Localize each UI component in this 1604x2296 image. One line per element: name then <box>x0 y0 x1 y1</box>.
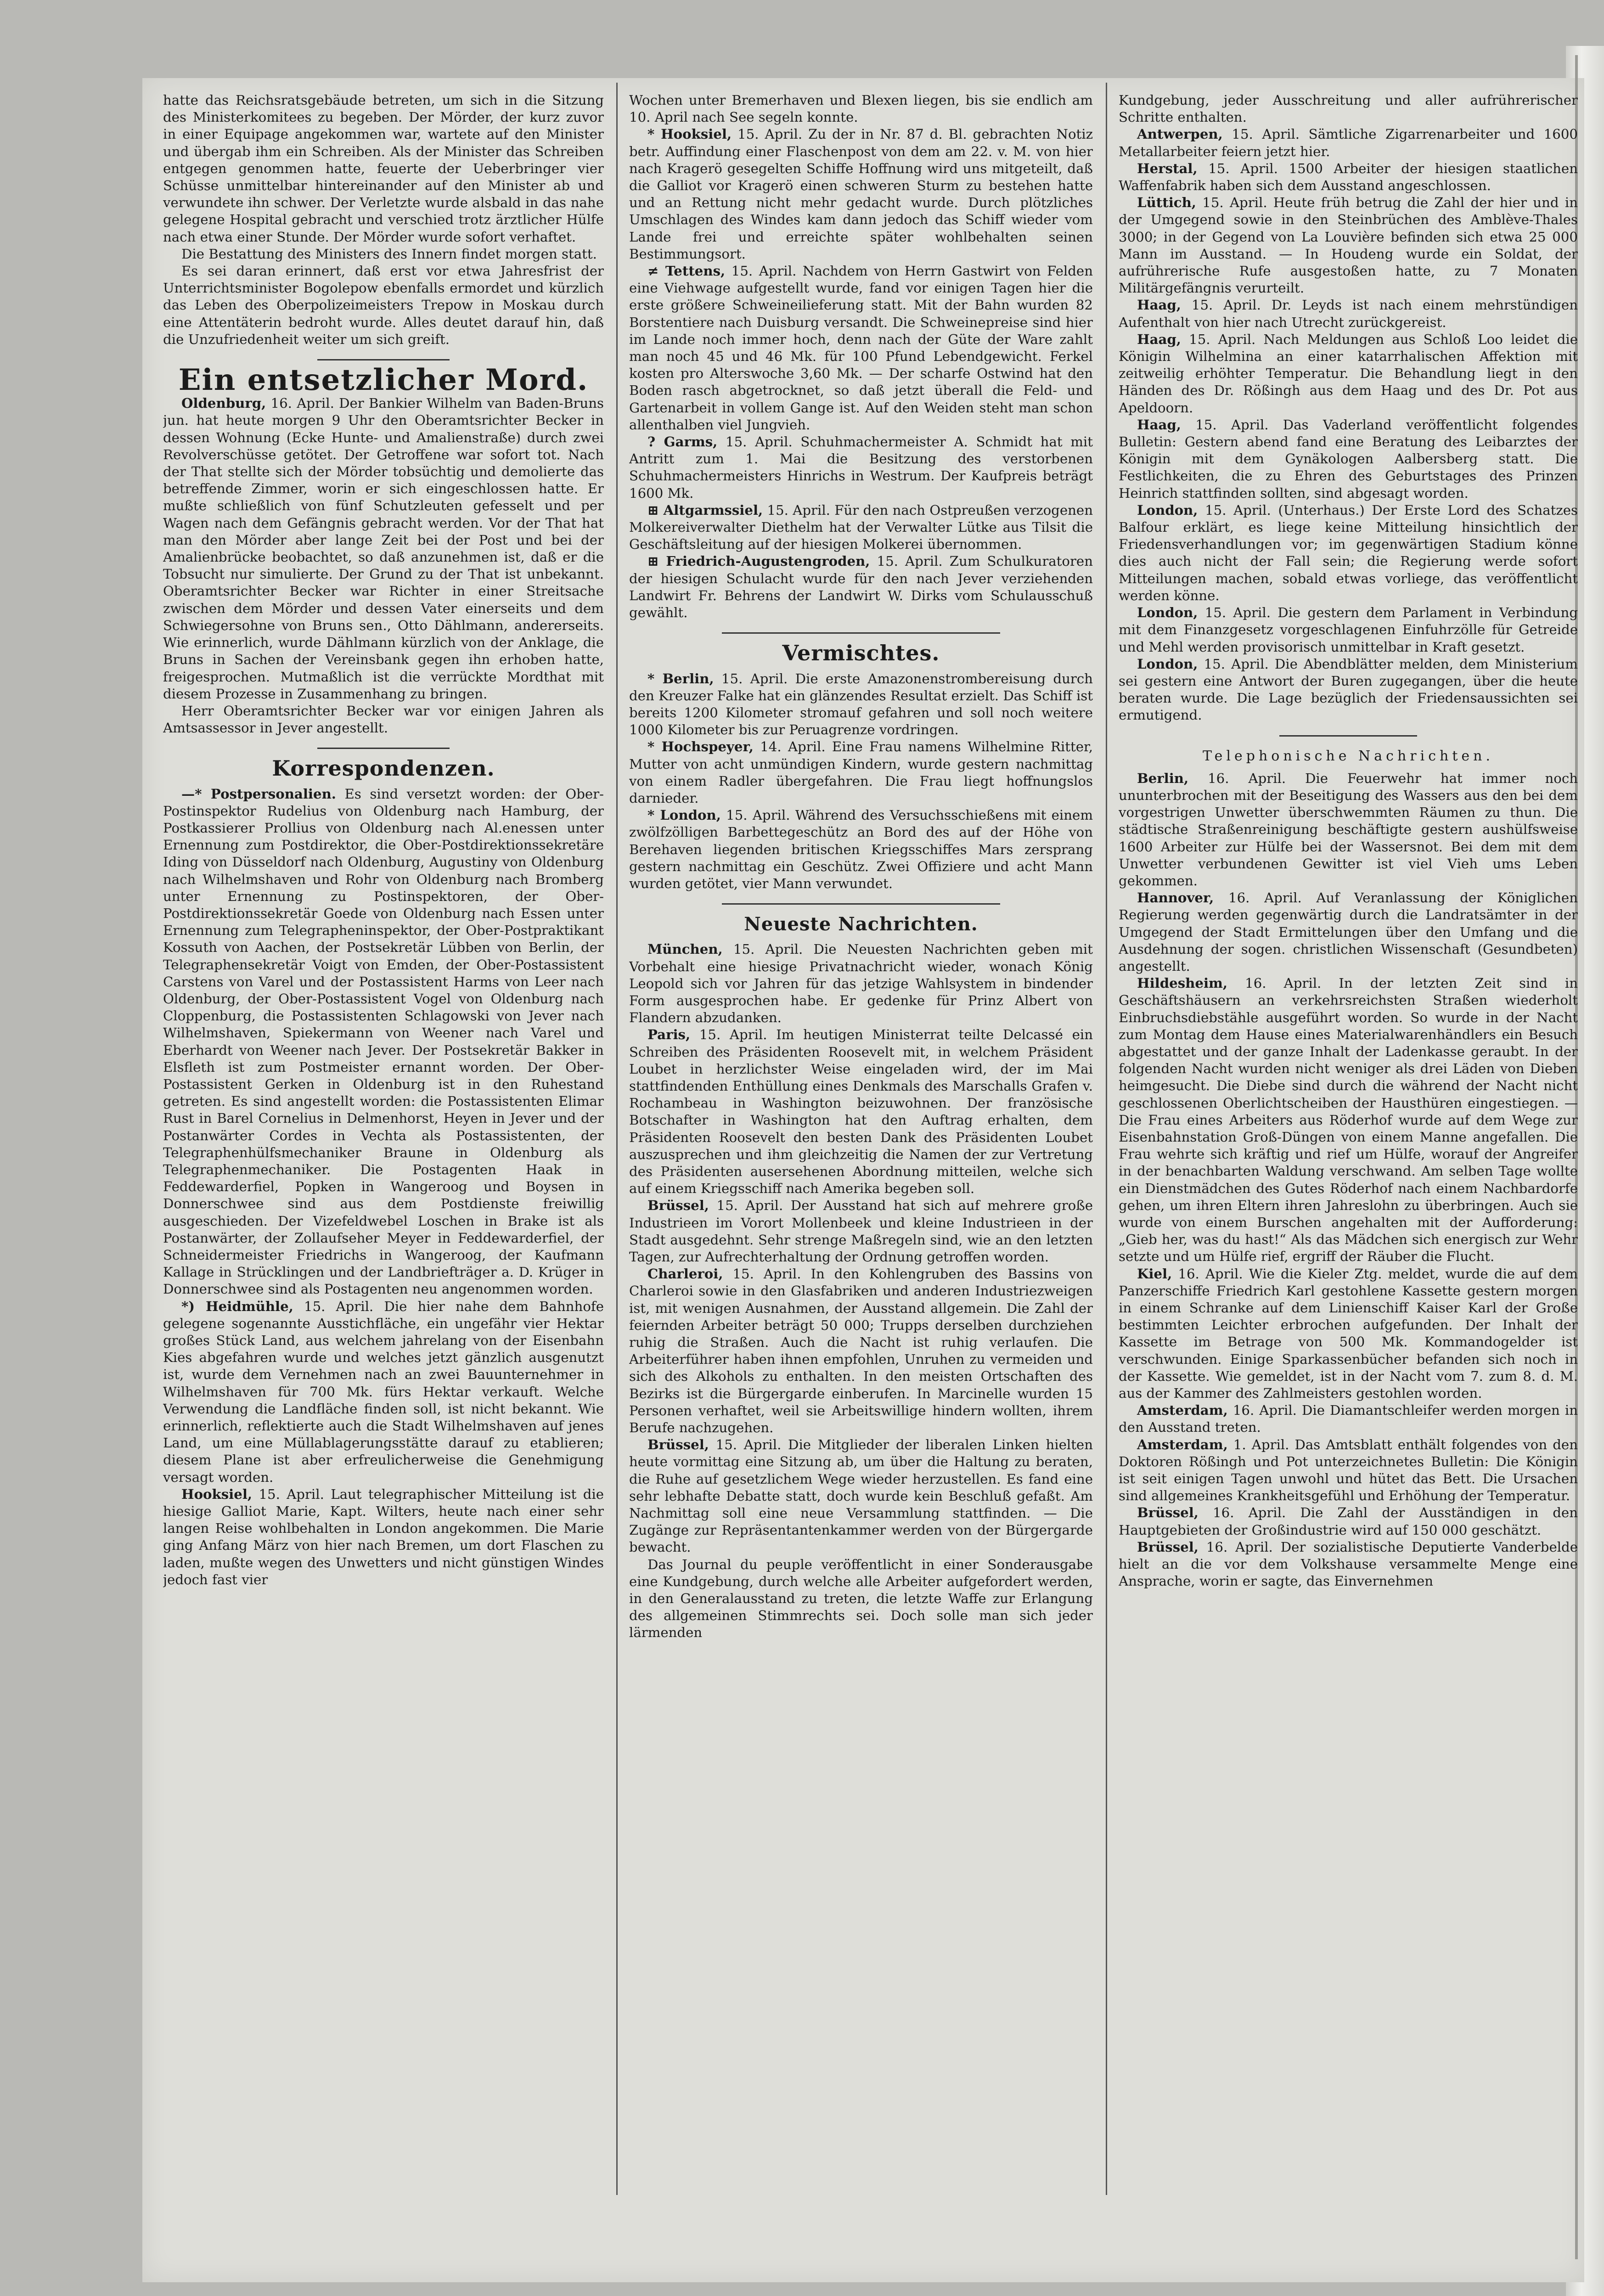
article-berlin <box>629 670 1093 739</box>
dateline: Brüssel, <box>647 1437 709 1453</box>
dateline: Amsterdam, <box>1137 1436 1228 1452</box>
article-text: 16. April. Der Bankier Wilhelm van Baden-Bruns jun. hat heute morgen 9 Uhr den Oberamtsrichter Becker in dessen Wohnung (Ecke Hunte- und Amalienstraße) durch zwei Revolverschüsse getötet. Der Getroffene war sofort tot. Nach der That stellte sich der Mörder tobsüchtig und demolierte das betreffende Zimmer, worin er sich eingeschlossen hatte. Er mußte schließlich von fünf Schutzleuten gefesselt und per Wagen nach dem Gefängnis gebracht werden. Vor der That hat man den Mörder aber lange Zeit bei der Post und bei der Amalienbrücke beobachtet, so daß anzunehmen ist, daß er die Tobsucht nur simulierte. Der Grund zu der That ist unbekannt. Oberamtsrichter Becker war Richter in einer Streitsache zwischen dem Mörder und dessen Vater einerseits und dem Schwiegersohne von Bruns sen., Otto Dählmann, andererseits. Wie erinnerlich, wurde Dählmann kürzlich von der Anklage, die Bruns in Sachen der Vereinsbank gegen ihn erhoben hatte, freigesprochen. Mutmaßlich ist die verrückte Mordthat mit diesem Prozesse in Zusammenhang zu bringen. <box>163 395 604 702</box>
dateline: München, <box>647 941 723 957</box>
article-text: 14. April. Eine Frau namens Wilhelmine Ritter, Mutter von acht unmündigen Kindern, wurde gestern nachmittag von einem Radler übergefahren. Die Frau liegt hoffnungslos darnieder. <box>629 739 1093 806</box>
article-hooksiel <box>163 1486 604 1588</box>
dateline: Antwerpen, <box>1137 126 1223 142</box>
dateline: Brüssel, <box>647 1198 709 1214</box>
column-rule <box>616 83 618 2195</box>
article-text: 16. April. Der sozialistische Deputierte Vanderbelde hielt an die vor dem Volkshause versammelte Menge eine Ansprache, worin er sagte, das Einvernehmen <box>1119 1539 1578 1589</box>
article-luettich <box>1119 194 1578 297</box>
divider <box>317 359 450 360</box>
article-kiel <box>1119 1266 1578 1402</box>
article-london-2 <box>1119 604 1578 656</box>
article-antwerpen <box>1119 126 1578 160</box>
article-text: 15. April. Die Mitglieder der liberalen Linken hielten heute vormittag eine Sitzung ab, um über die Haltung zu beraten, die Ruhe auf gesetzlichem Wege wieder herzustellen. Es fand eine sehr lebhafte Debatte statt, doch wurde kein Beschluß gefaßt. Am Nachmittag soll eine neue Versammlung stattfinden. — Die Zugänge zur Repräsentantenkammer werden von der Bürgergarde bewacht. <box>629 1437 1093 1555</box>
article-charleroi <box>629 1266 1093 1436</box>
dateline: Berlin, <box>1137 770 1189 786</box>
divider <box>722 903 1000 905</box>
article-text: 1. April. Das Amtsblatt enthält folgendes von den Doktoren Rößingh und Pot unterzeichnetes Bulletin: Die Königin ist seit einigen Tagen unwohl und hütet das Bett. Die Ursachen sind allgemeines Krankheitsgefühl und Erhöhung der Temperatur. <box>1119 1436 1578 1504</box>
paragraph: Es sei daran erinnert, daß erst vor etwa Jahresfrist der Unterrichtsminister Bogolepow ebenfalls ermordet und kürzlich das Leben des Oberpolizeimeisters Trepow in Moskau durch eine Attentäterin bedroht wurde. Alles deutet darauf hin, daß die Unzufriedenheit weiter um sich greift. <box>163 263 604 347</box>
dateline: London, <box>1137 605 1198 621</box>
dateline: * Berlin, <box>647 670 714 687</box>
dateline: ⊞ Altgarmssiel, <box>647 502 763 518</box>
article-bruessel <box>1119 1504 1578 1538</box>
dateline: ? Garms, <box>647 434 718 450</box>
article-text: 15. April. Für den nach Ostpreußen verzogenen Molkereiverwalter Diethelm hat der Verwalter Lütke aus Tilsit die Geschäftsleitung auf der hiesigen Molkerei übernommen. <box>629 502 1093 552</box>
article-garms <box>629 433 1093 502</box>
dateline: Lüttich, <box>1137 195 1196 211</box>
column-rule <box>1106 83 1107 2195</box>
heading-korrespondenzen: Korrespondenzen. <box>272 756 495 781</box>
dateline: ⊞ Friedrich-Augustengroden, <box>647 553 870 569</box>
divider <box>317 748 450 749</box>
dateline: London, <box>1137 656 1198 672</box>
heading-vermischtes: Vermischtes. <box>782 641 940 666</box>
article-post <box>163 786 604 1298</box>
paragraph: Das Journal du peuple veröffentlicht in einer Sonderausgabe eine Kundgebung, durch welche alle Arbeiter aufgefordert werden, in den Generalausstand zu treten, die letzte Waffe zur Erlangung des allgemeinen Stimmrechts sei. Doch solle man sich jeder lärmenden <box>629 1556 1093 1641</box>
article-text: 15. April. Dr. Leyds ist nach einem mehrstündigen Aufenthalt von hier nach Utrecht zurückgereist. <box>1119 297 1578 330</box>
dateline: Herstal, <box>1137 160 1198 176</box>
article-text: 16. April. Die Zahl der Ausständigen in den Hauptgebieten der Großindustrie wird auf 150 000 geschätzt. <box>1119 1505 1578 1538</box>
dateline: * Hochspeyer, <box>647 739 754 755</box>
article-text: 15. April. Die Abendblätter melden, dem Ministerium sei gestern eine Antwort der Buren zugegangen, über die heute beraten wurde. Die Lage bezüglich der Friedensaussichten sei ermutigend. <box>1119 656 1578 723</box>
dateline: * Hooksiel, <box>647 126 732 142</box>
article-text: 15. April. Zum Schulkuratoren der hiesigen Schulacht wurde für den nach Jever verziehenden Landwirt Fr. Behrens der Landwirt W. Dirks vom Schulausschuß gewählt. <box>629 553 1093 621</box>
article-paris <box>629 1026 1093 1197</box>
article-herstal <box>1119 160 1578 194</box>
divider <box>722 632 1000 634</box>
dateline: —* Postpersonalien. <box>181 786 336 802</box>
dateline: *) Heidmühle, <box>181 1298 293 1314</box>
article-london-3 <box>1119 656 1578 724</box>
column-2 <box>629 92 1093 2190</box>
article-text: 15. April. Nach Meldungen aus Schloß Loo leidet die Königin Wilhelmina an einer katarrhalischen Affektion mit zeitweilig erhöhter Temperatur. Die Behandlung liegt in den Händen des Dr. Rößingh aus dem Haag und des Dr. Pot aus Apeldoorn. <box>1119 331 1578 416</box>
article-text: 15. April. Im heutigen Ministerrat teilte Delcassé ein Schreiben des Präsidenten Roosevelt mit, in welchem Präsident Loubet in herzlichster Weise eingeladen wird, der im Mai stattfindenden Enthüllung eines Denkmals des Marschalls Grafen v. Rochambeau in Washington beizuwohnen. Der französische Botschafter in Washington hat den Auftrag erhalten, dem Präsidenten Roosevelt den besten Dank des Präsidenten Loubet auszusprechen und ihm gleichzeitig die Namen der zur Vertretung des Präsidenten ausersehenen Abordnung mitteilen, welche sich auf einem Kriegsschiff nach Amerika begeben soll. <box>629 1027 1093 1197</box>
article-text: 15. April. Die gestern dem Parlament in Verbindung mit dem Finanzgesetz vorgeschlagenen Einfuhrzölle für Getreide und Mehl werden provisorisch unmittelbar in Kraft gesetzt. <box>1119 605 1578 655</box>
article-continuation: Wochen unter Bremerhaven und Blexen liegen, bis sie endlich am 10. April nach See segeln konnte. <box>629 92 1093 125</box>
article-hannover <box>1119 889 1578 975</box>
article-text: 16. April. Auf Veranlassung der Königlichen Regierung werden gegenwärtig durch die Landratsämter in der Umgegend der Stadt Ermittelungen über den Umfang und die Ausdehnung der sogen. christlichen Wissenschaft (Gesundbeten) angestellt. <box>1119 890 1578 974</box>
article-haag-3 <box>1119 416 1578 502</box>
dateline: Haag, <box>1137 297 1181 313</box>
article-text: 15. April. Zu der in Nr. 87 d. Bl. gebrachten Notiz betr. Auffindung einer Flaschenpost von dem am 22. v. M. von hier nach Kragerö gesegelten Schiffe Hoffnung wird uns mitgeteilt, daß die Galliot vor Kragerö einen schweren Sturm zu bestehen hatte und an Rettung nicht mehr gedacht wurde. Durch plötzliches Umschlagen des Windes kam dann jedoch das Schiff wieder vom Lande frei und erreichte später wohlbehalten seinen Bestimmungsort. <box>629 126 1093 262</box>
article-text: 15. April. Sämtliche Zigarrenarbeiter und 1600 Metallarbeiter feiern jetzt hier. <box>1119 126 1578 159</box>
article-continuation: hatte das Reichsratsgebäude betreten, um sich in die Sitzung des Ministerkomitees zu begeben. Der Mörder, der kurz zuvor in einer Equipage angekommen war, wartete auf den Minister und übergab ihm ein Schreiben. Als der Minister das Schreiben entgegen genommen hatte, feuerte der Ueberbringer vier Schüsse unmittelbar hintereinander auf den Minister ab und verwundete ihn schwer. Der Verletzte wurde alsbald in das nahe gelegene Hospital gebracht und verschied trotz ärztlicher Hülfe nach etwa einer Stunde. Der Mörder wurde sofort verhaftet. <box>163 92 604 245</box>
article-london <box>1119 502 1578 604</box>
article-bruessel-2 <box>629 1436 1093 1556</box>
article-haag <box>1119 297 1578 331</box>
article-berlin <box>1119 770 1578 889</box>
article-haag-2 <box>1119 331 1578 416</box>
article-text: 15. April. Der Ausstand hat sich auf mehrere große Industrieen im Vorort Mollenbeek und kleine Industrieen in der Stadt ausgedehnt. Sehr strenge Maßregeln sind, wie an den letzten Tagen, zur Aufrechterhaltung der Ordnung getroffen worden. <box>629 1198 1093 1265</box>
dateline: Kiel, <box>1137 1266 1172 1282</box>
dateline: Brüssel, <box>1137 1539 1199 1555</box>
article-muenchen <box>629 941 1093 1026</box>
divider <box>1279 735 1417 737</box>
dateline: London, <box>1137 502 1198 518</box>
dateline: Hannover, <box>1137 890 1214 906</box>
article-text: 15. April. Schuhmachermeister A. Schmidt hat mit Antritt zum 1. Mai die Besitzung des verstorbenen Schuhmachermeisters Hinrichs in Westrum. Der Kaufpreis beträgt 1600 Mk. <box>629 434 1093 501</box>
column-3 <box>1119 92 1578 2190</box>
paragraph: Die Bestattung des Ministers des Innern findet morgen statt. <box>181 246 597 262</box>
article-altgarmssiel <box>629 502 1093 553</box>
article-continuation: Kundgebung, jeder Ausschreitung und aller aufrührerischer Schritte enthalten. <box>1119 92 1578 125</box>
paragraph: Herr Oberamtsrichter Becker war vor einigen Jahren als Amtsassessor in Jever angestellt. <box>163 703 604 736</box>
article-hooksiel-2 <box>629 126 1093 263</box>
dateline: Brüssel, <box>1137 1505 1199 1521</box>
article-text: 15. April. (Unterhaus.) Der Erste Lord des Schatzes Balfour erklärt, es liege keine Mitteilung hinsichtlich der Friedensverhandlungen vor; im gegenwärtigen Stadium könne dies auch nicht der Fall sein; die Regierung werde sofort Mitteilungen machen, sobald etwas vorliege, das veröffentlicht werden könne. <box>1119 502 1578 603</box>
column-1 <box>163 92 604 2190</box>
dateline: ≠ Tettens, <box>647 263 726 279</box>
dateline: Hildesheim, <box>1137 975 1228 991</box>
article-heidmuehle <box>163 1298 604 1486</box>
heading-neueste-nachrichten: Neueste Nachrichten. <box>744 913 978 935</box>
article-amsterdam <box>1119 1402 1578 1436</box>
article-text: 15. April. Das Vaderland veröffentlicht folgendes Bulletin: Gestern abend fand eine Beratung des Leibarztes der Königin mit dem Gynäkologen Aalbersberg statt. Die Festlichkeiten, die zu Ehren des Geburtstages des Prinzen Heinrich stattfinden sollten, sind abgesagt worden. <box>1119 416 1578 501</box>
article-bruessel-2 <box>1119 1539 1578 1590</box>
article-text: 16. April. Die Feuerwehr hat immer noch ununterbrochen mit der Beseitigung des Wassers aus den bei dem vorgestrigen Unwetter überschwemmten Räumen zu thun. Die städtische Straßenreinigung beschäftigte gestern aushülfsweise 1600 Arbeiter zur Hülfe bei der Wassersnot. Bei dem mit dem Unwetter verbundenen Gewitter ist viel Vieh ums Leben gekommen. <box>1119 770 1578 889</box>
article-text: Es sind versetzt worden: der Ober-Postinspektor Rudelius von Oldenburg nach Hamburg, der Postkassierer Prollius von Oldenburg nach Al.enessen unter Ernennung zum Postdirektor, die Ober-Postdirektionssekretäre Iding von Düsseldorf nach Oldenburg, Augustiny von Oldenburg nach Wilhelmshaven und Rohr von Oldenburg nach Bromberg unter Ernennung zu Postinspektoren, der Ober-Postdirektionssekretär Goede von Oldenburg nach Essen unter Ernennung zum Telegrapheninspektor, der Ober-Postpraktikant Kossuth von Aachen, der Postsekretär Lübben von Berlin, der Telegraphensekretär Voigt von Emden, der Ober-Postassistent Carstens von Varel und der Postassistent Harms von Leer nach Oldenburg, der Ober-Postassistent Vogel von Oldenburg nach Cloppenburg, die Postassistenten Schlagowski von Jever nach Wilhelmshaven, Spiekermann von Weener nach Varel und Eberhardt von Weener nach Jever. Der Postsekretär Bakker in Elsfleth ist zum Postmeister ernannt worden. Der Ober-Postassistent Gerken in Oldenburg ist in den Ruhestand getreten. Es sind angestellt worden: die Postassistenten Elimar Rust in Barel Cornelius in Delmenhorst, Heyen in Jever und der Postanwärter Cordes in Vechta als Postassistenten, der Telegraphenhülfsmechaniker Braune in Oldenburg als Telegraphenmechaniker. Die Postagenten Haak in Feddewarderfiel, Popken in Wangeroog und Boysen in Donnerschwee sind aus dem Postdienste freiwillig ausgeschieden. Der Vizefeldwebel Loschen in Brake ist als Postanwärter, der Zollaufseher Meyer in Feddewarderfiel, der Schneidermeister Friedrichs in Wangeroog, der Kaufmann Kallage in Strücklingen und der Landbriefträger a. D. Krüger in Donnerschwee sind als Postagenten neu angenommen worden. <box>163 786 604 1297</box>
article-text: 16. April. Die Diamantschleifer werden morgen in den Ausstand treten. <box>1119 1402 1578 1435</box>
article-hochspeyer <box>629 738 1093 807</box>
dateline: * London, <box>647 807 721 823</box>
article-text: 16. April. Wie die Kieler Ztg. meldet, wurde die auf dem Panzerschiffe Friedrich Karl gestohlene Kassette gestern morgen in einem Schranke auf dem Linienschiff Kaiser Karl der Große bestimmten Leichter erbrochen aufgefunden. Der Inhalt der Kassette im Betrage von 500 Mk. Kommandogelder ist verschwunden. Einige Sparkassenbücher befanden sich noch in der Kassette. Wie gemeldet, ist in der Nacht vom 7. zum 8. d. M. aus der Kammer des Zahlmeisters gestohlen worden. <box>1119 1266 1578 1401</box>
article-text: 16. April. In der letzten Zeit sind in Geschäftshäusern an verkehrsreichsten Straßen wiederholt Einbruchsdiebstähle ausgeführt worden. So wurde in der Nacht zum Montag dem Hause eines Materialwarenhändlers ein Besuch abgestattet und der ganze Inhalt der Ladenkasse geraubt. In der folgenden Nacht wurden nicht weniger als drei Läden von Dieben heimgesucht. Die Diebe sind durch die während der Nacht nicht geschlossenen Oberlichtscheiben der Hausthüren eingestiegen. — Die Frau eines Arbeiters aus Röderhof wurde auf dem Wege zur Eisenbahnstation Groß-Düngen von einem Manne angefallen. Die Frau wehrte sich kräftig und rief um Hülfe, worauf der Angreifer in der benachbarten Waldung verschwand. Am selben Tage wollte ein Dienstmädchen des Gutes Röderhof nach einem Nachbardorfe gehen, um ihren Eltern ihren Jahreslohn zu überbringen. Auch sie wurde von einem Burschen angehalten mit der Aufforderung: „Gieb her, was du hast!“ Als das Mädchen sich energisch zur Wehr setzte und um Hülfe rief, ergriff der Räuber die Flucht. <box>1119 975 1578 1265</box>
article-text: 15. April. Nachdem von Herrn Gastwirt von Felden eine Viehwage aufgestellt wurde, fand vor einigen Tagen hier die erste größere Schweineilieferung statt. Mit der Bahn wurden 82 Borstentiere nach Duisburg versandt. Die Schweinepreise sind hier im Lande noch immer hoch, denn nach der Güte der Ware zahlt man noch 45 und 46 Mk. für 100 Pfund Lebendgewicht. Ferkel kosten pro Alterswoche 3,60 Mk. — Der scharfe Ostwind hat den Boden rasch abgetrocknet, so daß jetzt überall die Feld- und Gartenarbeit in vollem Gange ist. Auf den Weiden steht man schon allenthalben viel Jungvieh. <box>629 263 1093 433</box>
dateline: Charleroi, <box>647 1266 723 1282</box>
article-text: 15. April. Heute früh betrug die Zahl der hier und in der Umgegend sowie in den Steinbrüchen des Amblève-Thales 3000; in der Gegend von La Louvière befinden sich etwa 25 000 Mann im Ausstand. — In Houdeng wurde ein Soldat, der aufrührerische Rufe ausgestoßen hatte, zu 7 Monaten Militärgefängnis verurteilt. <box>1119 195 1578 296</box>
dateline: Amsterdam, <box>1137 1402 1228 1418</box>
article-text: 15. April. 1500 Arbeiter der hiesigen staatlichen Waffenfabrik haben sich dem Ausstand angeschlossen. <box>1119 160 1578 194</box>
dateline: Haag, <box>1137 331 1181 347</box>
dateline: Oldenburg, <box>181 395 266 411</box>
article-bruessel <box>629 1197 1093 1266</box>
dateline: Paris, <box>647 1027 691 1043</box>
article-text: 15. April. Die Neuesten Nachrichten geben mit Vorbehalt eine hiesige Privatnachricht wieder, wonach König Leopold sich vor Jahren für das jetzige Wahlsystem in bindender Form ausgesprochen habe. Er gedenke für Prinz Albert von Flandern abzudanken. <box>629 941 1093 1026</box>
dateline: Haag, <box>1137 416 1181 433</box>
heading-mord: Ein entsetzlicher Mord. <box>178 363 589 398</box>
article-text: 15. April. Laut telegraphischer Mitteilung ist die hiesige Galliot Marie, Kapt. Wilters, heute nach einer sehr langen Reise wohlbehalten in London angekommen. Die Marie ging Anfang März von hier nach Bremen, um dort Flaschen zu laden, mußte wegen des Unwetters und nicht günstigen Windes jedoch fast vier <box>163 1486 604 1587</box>
article-text: 15. April. In den Kohlengruben des Bassins von Charleroi sowie in den Glasfabriken und anderen Industriezweigen ist, mit wenigen Ausnahmen, der Ausstand allgemein. Die Zahl der feiernden Arbeiter beträgt 50 000; Trupps derselben durchziehen ruhig die Straßen. Auch die Nacht ist ruhig verlaufen. Die Arbeiterführer haben ihnen empfohlen, Unruhen zu vermeiden und sich des Alkohols zu enthalten. In den meisten Ortschaften des Bezirks ist die Bürgergarde einberufen. In Marcinelle wurden 15 Personen verhaftet, weil sie Arbeitswillige hindern wollten, ihrem Berufe nachzugehen. <box>629 1266 1093 1436</box>
article-london <box>629 807 1093 892</box>
article-amsterdam-2 <box>1119 1436 1578 1505</box>
article-hildesheim <box>1119 975 1578 1265</box>
heading-telephonische-nachrichten: Telephonische Nachrichten. <box>1202 748 1494 764</box>
article-friedrich-augustengroden <box>629 553 1093 621</box>
dateline: Hooksiel, <box>181 1486 253 1502</box>
article-text: 15. April. Während des Versuchsschießens mit einem zwölfzölligen Barbettegeschütz an Bord des auf der Höhe von Berehaven liegenden britischen Kriegsschiffes Mars zersprang gestern nachmittag ein Geschütz. Zwei Offiziere und acht Mann wurden getötet, vier Mann verwundet. <box>629 807 1093 891</box>
article-tettens <box>629 263 1093 433</box>
article-mord <box>163 395 604 703</box>
article-text: 15. April. Die erste Amazonenstrombereisung durch den Kreuzer Falke hat ein glänzendes Resultat erzielt. Das Schiff ist bereits 1200 Kilometer stromauf gefahren und soll noch weitere 1000 Kilometer bis zur Peruagrenze vordringen. <box>629 670 1093 738</box>
article-text: 15. April. Die hier nahe dem Bahnhofe gelegene sogenannte Ausstichfläche, ein ungefähr vier Hektar großes Stück Land, aus welchem jahrelang von der Eisenbahn Kies abgefahren wurde und welches jetzt gänzlich ausgenutzt ist, wurde dem Vernehmen nach an zwei Bauunternehmer in Wilhelmshaven für 700 Mk. fürs Hektar verkauft. Welche Verwendung die Landfläche finden soll, ist nicht bekannt. Wie erinnerlich, reflektierte auch die Stadt Wilhelmshaven auf jenes Land, um eine Müllablagerungsstätte darauf zu etablieren; diesem Plane ist aber erfreulicherweise die Genehmigung versagt worden. <box>163 1298 604 1485</box>
